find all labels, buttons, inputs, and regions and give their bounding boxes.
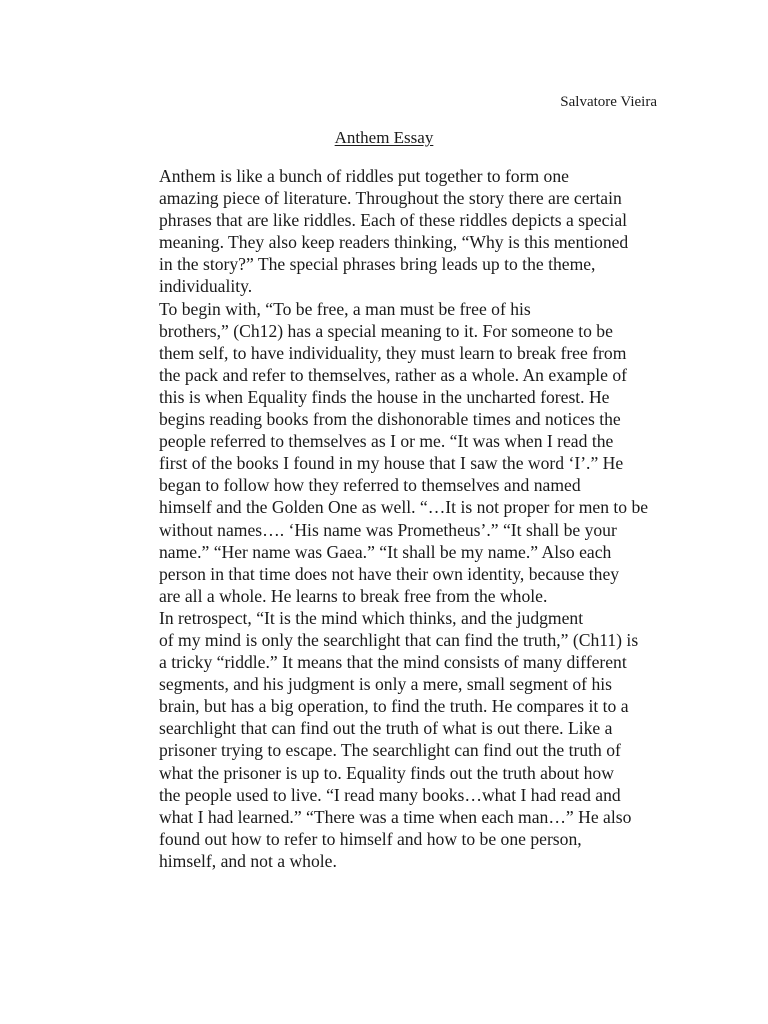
paragraph-line: phrases that are like riddles. Each of these riddles depicts a special (159, 210, 628, 231)
paragraph-line: individuality. (159, 276, 253, 297)
paragraph-line: meaning. They also keep readers thinking, “Why is this mentioned (159, 232, 629, 253)
paragraph-line: segments, and his judgment is only a mere, small segment of his (159, 674, 612, 695)
paragraph-line: them self, to have individuality, they must learn to break free from (159, 342, 627, 363)
paragraph-line: first of the books I found in my house that I saw the word ‘I’.” He (159, 453, 624, 474)
essay-paragraph-2 (113, 298, 658, 607)
paragraph-line: a tricky “riddle.” It means that the mind consists of many different (159, 652, 627, 673)
paragraph-line: of my mind is only the searchlight that can find the truth,” (Ch11) is (159, 629, 639, 650)
paragraph-line: without names…. ‘His name was Prometheus’.” “It shall be your (159, 519, 617, 540)
document-title (0, 127, 768, 149)
paragraph-line: searchlight that can find out the truth of what is out there. Like a (159, 718, 613, 739)
paragraph-line: prisoner trying to escape. The searchlight can find out the truth of (159, 740, 621, 761)
paragraph-line: Anthem is like a bunch of riddles put together to form one (159, 166, 569, 186)
paragraph-line: people referred to themselves as I or me. “It was when I read the (159, 431, 614, 452)
paragraph-line: in the story?” The special phrases bring leads up to the theme, (159, 254, 596, 275)
essay-paragraph-3 (113, 607, 658, 872)
paragraph-line: brain, but has a big operation, to find the truth. He compares it to a (159, 696, 629, 717)
paragraph-line: brothers,” (Ch12) has a special meaning to it. For someone to be (159, 320, 613, 341)
paragraph-line: found out how to refer to himself and how to be one person, (159, 828, 582, 849)
paragraph-line: the people used to live. “I read many books…what I had read and (159, 784, 621, 805)
paragraph-line: are all a whole. He learns to break free from the whole. (159, 585, 548, 606)
paragraph-line: begins reading books from the dishonorable times and notices the (159, 409, 621, 430)
paragraph-line: what the prisoner is up to. Equality finds out the truth about how (159, 762, 614, 783)
essay-paragraph-1 (113, 165, 658, 298)
paragraph-line: began to follow how they referred to themselves and named (159, 475, 581, 496)
paragraph-line: amazing piece of literature. Throughout the story there are certain (159, 188, 622, 209)
paragraph-line: this is when Equality finds the house in the uncharted forest. He (159, 386, 610, 407)
paragraph-line: To begin with, “To be free, a man must be free of his (159, 298, 531, 319)
paragraph-line: In retrospect, “It is the mind which thinks, and the judgment (159, 607, 584, 628)
paragraph-line: what I had learned.” “There was a time when each man…” He also (159, 806, 632, 827)
paragraph-line: the pack and refer to themselves, rather as a whole. An example of (159, 364, 628, 385)
paragraph-line: himself and the Golden One as well. “…It is not proper for men to be (159, 497, 649, 518)
author-name: Salvatore Vieira (560, 94, 657, 110)
paragraph-line: himself, and not a whole. (159, 850, 337, 871)
paragraph-line: name.” “Her name was Gaea.” “It shall be my name.” Also each (159, 541, 612, 562)
document-title-text: Anthem Essay (334, 128, 434, 147)
essay-body (113, 165, 658, 872)
paragraph-line: person in that time does not have their own identity, because they (159, 563, 620, 584)
